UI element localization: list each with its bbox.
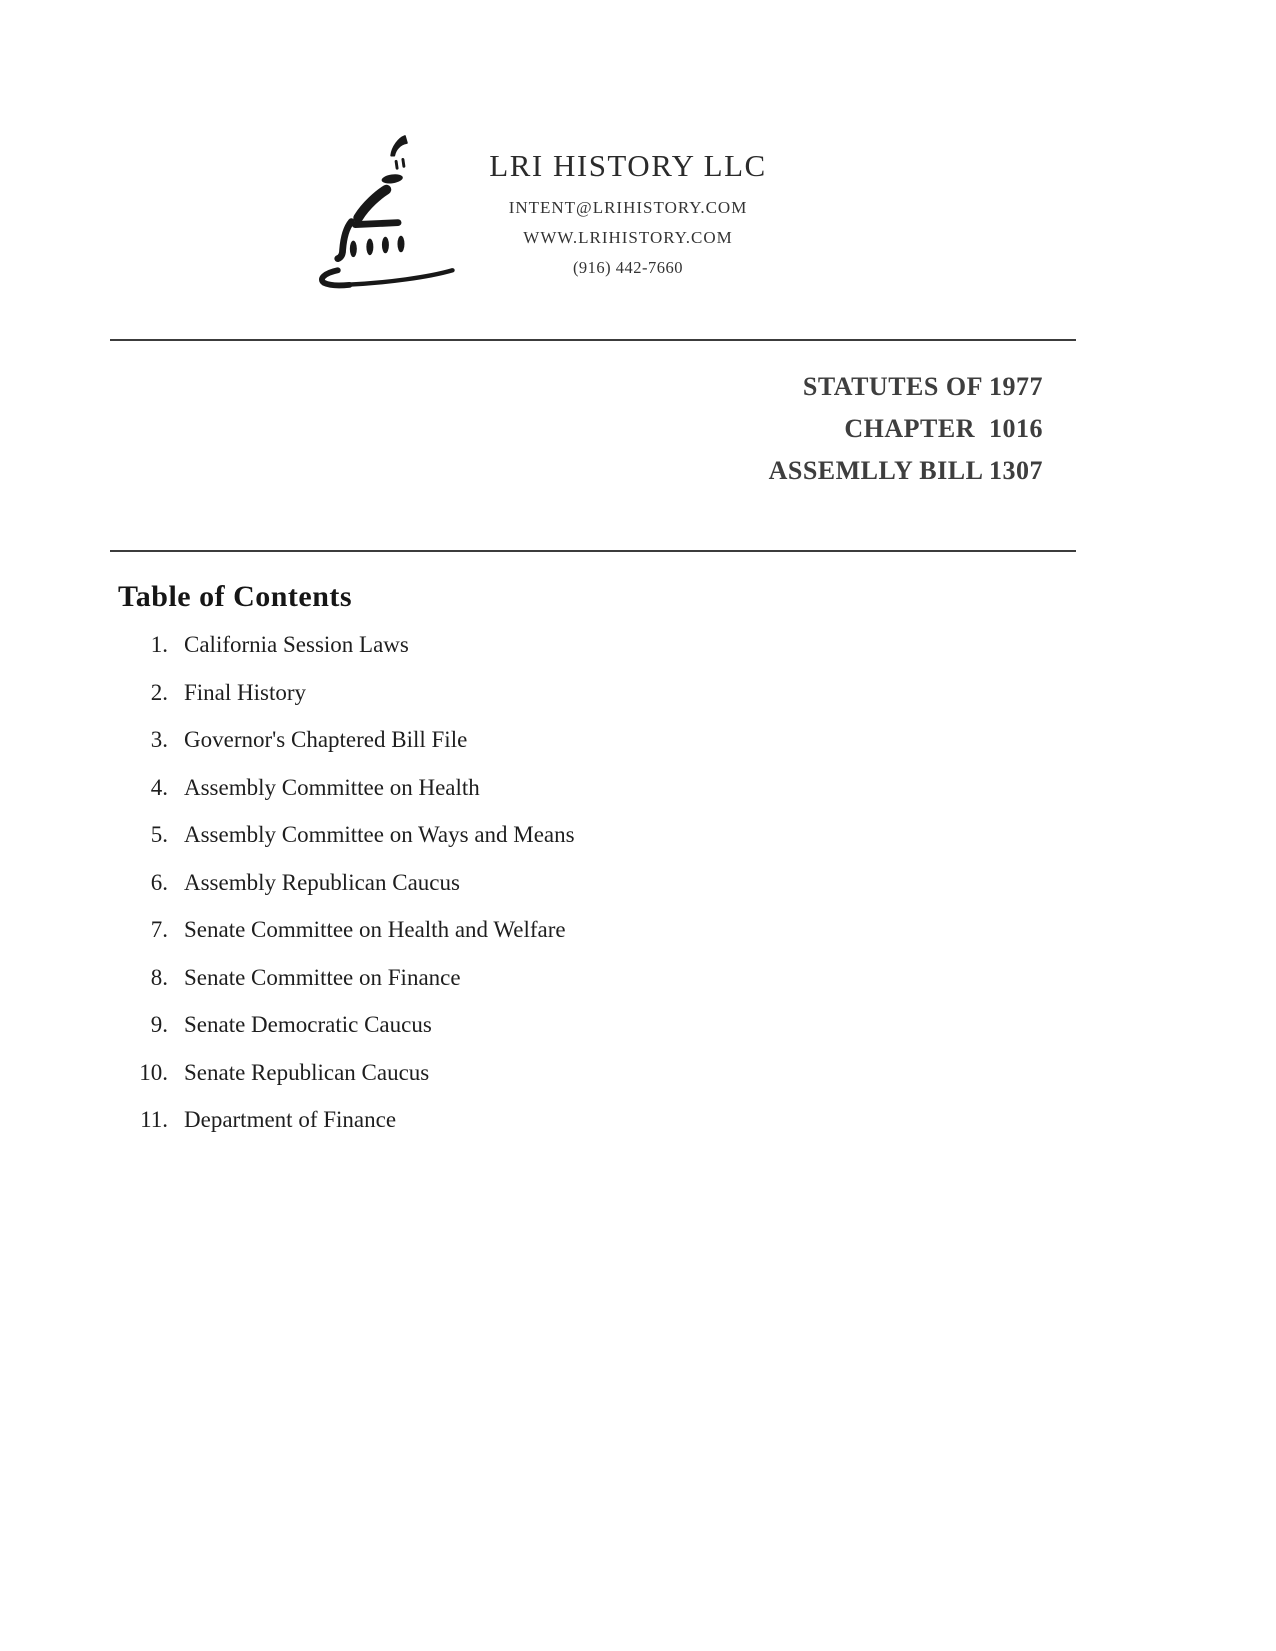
- toc-item-number: 5.: [150, 822, 168, 847]
- toc-item-number: 9.: [150, 1012, 168, 1037]
- divider-top: [110, 339, 1076, 341]
- company-website: WWW.LRIHISTORY.COM: [523, 228, 733, 247]
- toc-item-label: Senate Committee on Finance: [184, 964, 461, 990]
- toc-item-label: Senate Democratic Caucus: [184, 1012, 432, 1037]
- divider-bottom: [110, 550, 1076, 552]
- company-phone: (916) 442-7660: [572, 258, 684, 277]
- toc-item: [118, 963, 575, 992]
- toc-item-number: 2.: [150, 679, 168, 705]
- toc-item: [118, 630, 575, 659]
- toc-item: [118, 1058, 575, 1087]
- toc-item-number: 11.: [140, 1107, 168, 1132]
- toc-item: [118, 678, 575, 707]
- toc-item: [118, 773, 575, 802]
- toc-heading: Table of Contents: [118, 580, 353, 613]
- toc-item-label: California Session Laws: [184, 632, 409, 657]
- toc-item-label: Assembly Committee on Health: [184, 774, 480, 800]
- statute-title-block: [769, 366, 1043, 492]
- toc-item: [118, 1010, 575, 1039]
- toc-item-label: Department of Finance: [184, 1107, 397, 1132]
- toc-item: [118, 725, 575, 754]
- statutes-line: STATUTES OF 1977: [802, 372, 1043, 401]
- toc-item-number: 8.: [150, 964, 168, 990]
- toc-item: [118, 820, 575, 849]
- chapter-line: CHAPTER 1016: [844, 414, 1043, 443]
- toc-item-number: 7.: [150, 917, 168, 942]
- toc-list: [118, 630, 575, 1153]
- toc-item-label: Governor's Chaptered Bill File: [184, 727, 468, 752]
- toc-item-label: Assembly Committee on Ways and Means: [184, 822, 575, 847]
- toc-item-label: Senate Republican Caucus: [184, 1059, 430, 1085]
- toc-item-label: Senate Committee on Health and Welfare: [184, 917, 566, 942]
- assembly-bill-line: ASSEMLLY BILL 1307: [768, 456, 1043, 485]
- toc-item-number: 4.: [150, 774, 168, 800]
- toc-item-number: 3.: [150, 727, 168, 752]
- toc-item-label: Assembly Republican Caucus: [184, 869, 460, 895]
- toc-item-label: Final History: [184, 679, 307, 705]
- toc-item: [118, 868, 575, 897]
- company-email: INTENT@LRIHISTORY.COM: [508, 198, 748, 217]
- toc-item: [118, 1105, 575, 1134]
- company-header: [398, 148, 858, 278]
- toc-item-number: 6.: [150, 869, 168, 895]
- toc-item-number: 10.: [139, 1059, 168, 1085]
- company-name: LRI HISTORY LLC: [489, 148, 767, 183]
- toc-item: [118, 915, 575, 944]
- toc-item-number: 1.: [150, 632, 168, 657]
